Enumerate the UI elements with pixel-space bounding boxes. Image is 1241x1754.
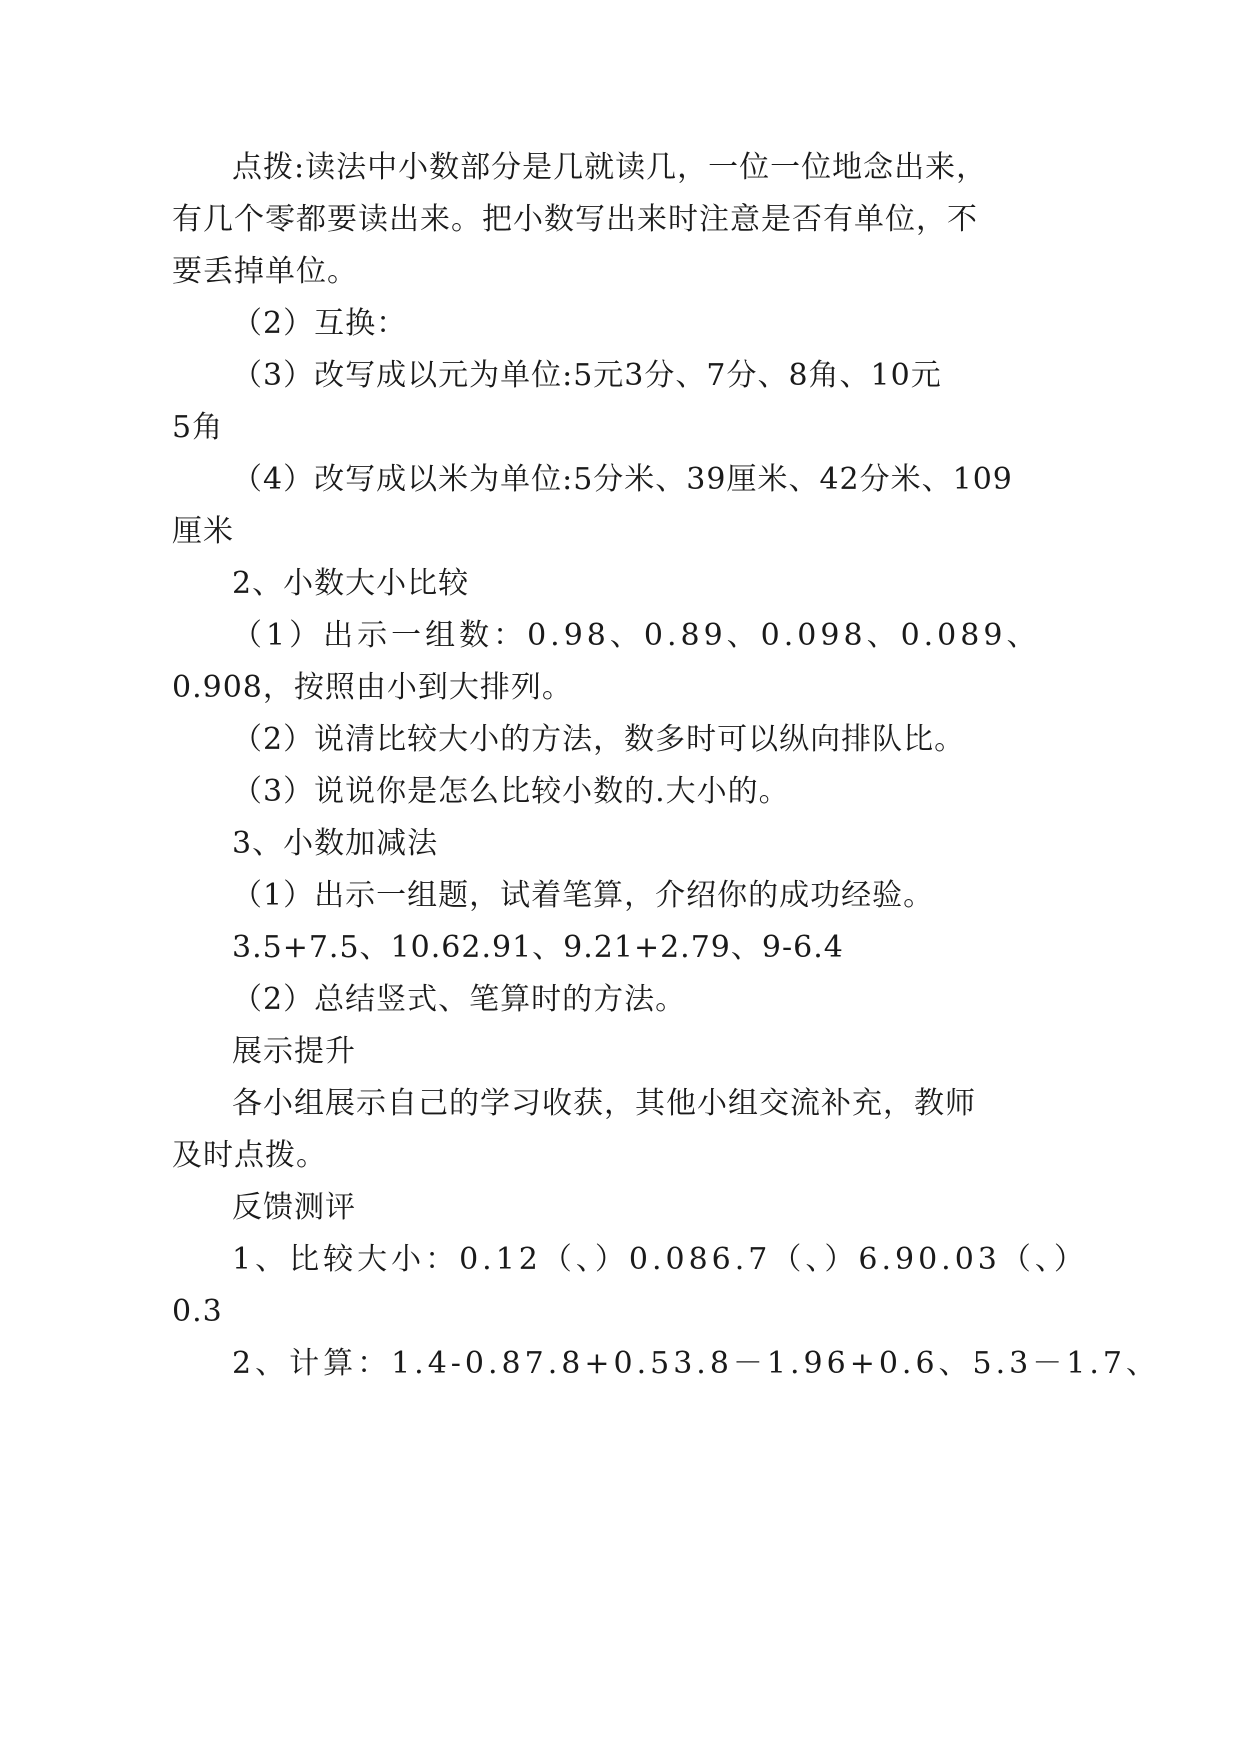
section-heading: 展示提升 [232, 1034, 356, 1069]
paragraph-line: （3）说说你是怎么比较小数的.大小的。 [232, 774, 790, 809]
paragraph-line: 各小组展示自己的学习收获，其他小组交流补充，教师 [232, 1086, 976, 1121]
paragraph-line: 厘米 [172, 514, 234, 549]
paragraph-line: 有几个零都要读出来。把小数写出来时注意是否有单位，不 [172, 202, 978, 237]
section-heading: 2、小数大小比较 [232, 566, 470, 601]
paragraph-line: （2）说清比较大小的方法，数多时可以纵向排队比。 [232, 722, 966, 757]
paragraph-line: （2）总结竖式、笔算时的方法。 [232, 982, 687, 1017]
section-heading: 3、小数加减法 [232, 826, 439, 861]
paragraph-line: 3.5+7.5、10.62.91、9.21+2.79、9-6.4 [232, 930, 844, 965]
paragraph-line: （4）改写成以米为单位:5分米、39厘米、42分米、109 [232, 462, 1013, 497]
paragraph-line: 2、计算：1.4-0.87.8+0.53.8－1.96+0.6、5.3－1.7、 [232, 1346, 1160, 1381]
paragraph-line: 0.908，按照由小到大排列。 [172, 670, 573, 705]
paragraph-line: （1）出示一组数：0.98、0.89、0.098、0.089、 [232, 618, 1041, 653]
paragraph-line: （2）互换： [232, 306, 408, 341]
paragraph-line: 点拨:读法中小数部分是几就读几，一位一位地念出来， [232, 150, 988, 185]
paragraph-line: 5角 [172, 410, 224, 445]
section-heading: 反馈测评 [232, 1190, 356, 1225]
paragraph-line: 要丢掉单位。 [172, 254, 358, 289]
paragraph-line: 0.3 [172, 1294, 223, 1329]
paragraph-line: 及时点拨。 [172, 1138, 327, 1173]
paragraph-line: （3）改写成以元为单位:5元3分、7分、8角、10元 [232, 358, 942, 393]
paragraph-line: 1、比较大小：0.12（、）0.086.7（、）6.90.03（、） [232, 1242, 1088, 1277]
paragraph-line: （1）出示一组题，试着笔算，介绍你的成功经验。 [232, 878, 935, 913]
